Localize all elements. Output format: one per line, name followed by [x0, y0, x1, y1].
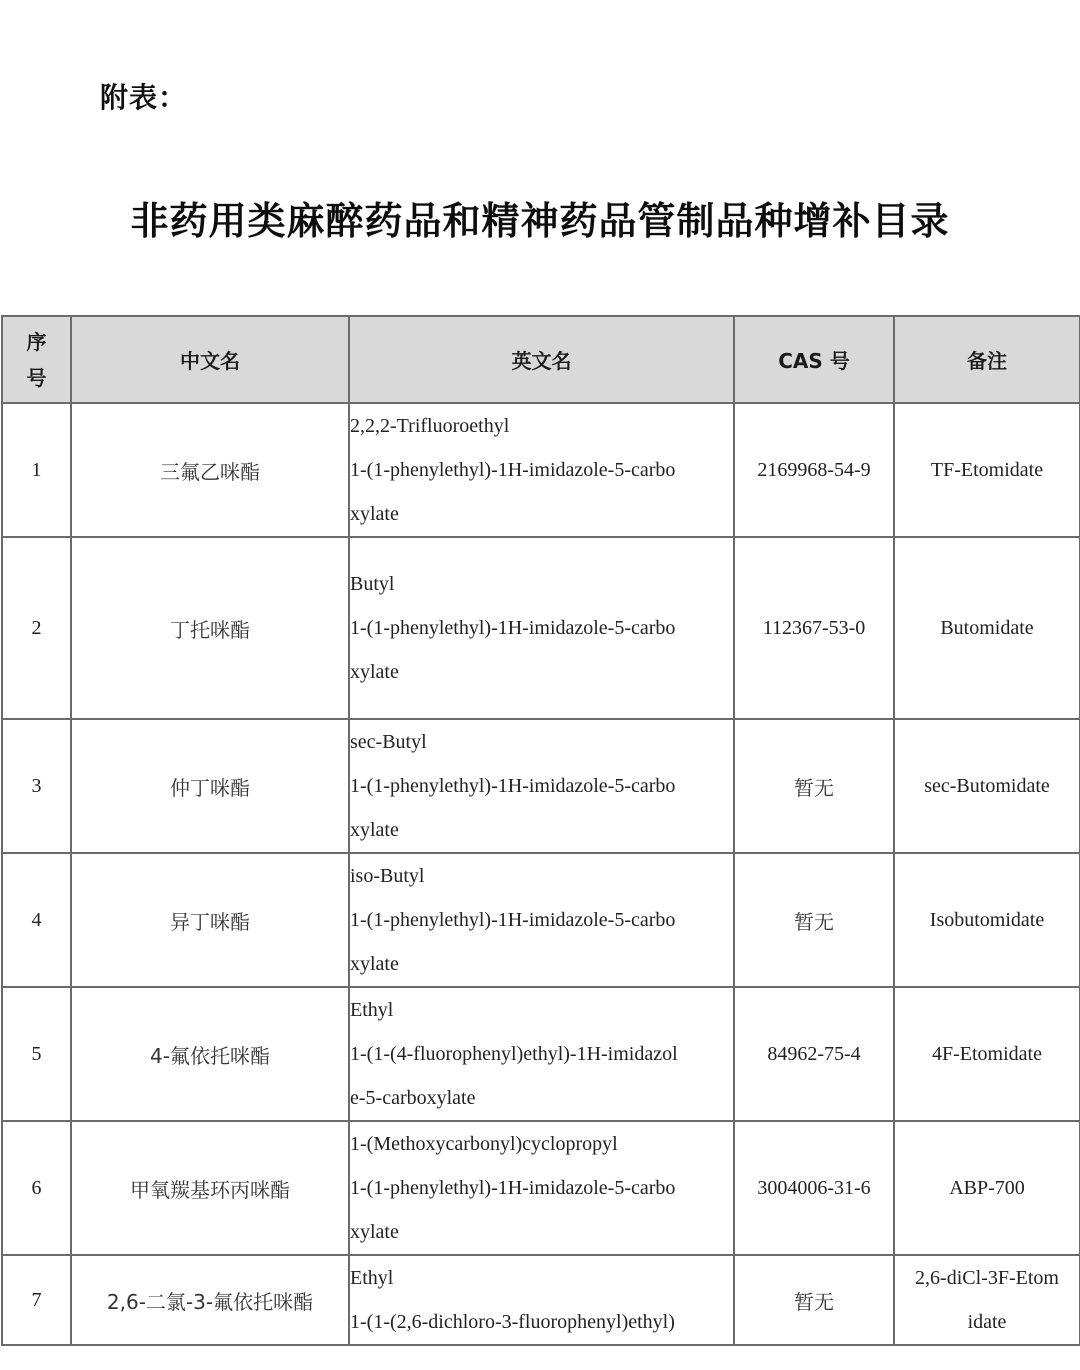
english-line: xylate [350, 503, 399, 525]
page-title: 非药用类麻醉药品和精神药品管制品种增补目录 [130, 198, 950, 243]
cell-seq: 4 [2, 853, 71, 987]
cell-cas: 112367-53-0 [734, 537, 894, 719]
header-cas-prefix: CAS [778, 349, 823, 373]
cell-seq: 5 [2, 987, 71, 1121]
header-seq [2, 316, 71, 403]
cell-remarks [894, 853, 1080, 987]
cell-chinese-name: 甲氧羰基环丙咪酯 [71, 1121, 349, 1255]
cell-cas: 3004006-31-6 [734, 1121, 894, 1255]
table-row [2, 987, 1080, 1121]
cell-remarks [894, 719, 1080, 853]
cell-english-name [349, 1255, 734, 1345]
english-line: Ethyl [350, 1267, 394, 1289]
cell-seq: 6 [2, 1121, 71, 1255]
remarks-line: Isobutomidate [929, 909, 1045, 931]
english-line: 1-(1-phenylethyl)-1H-imidazole-5-carbo [350, 909, 676, 931]
header-cas-suffix: 号 [829, 349, 850, 373]
english-line: e-5-carboxylate [350, 1087, 476, 1109]
controlled-substances-table [1, 315, 1080, 1346]
english-line: 1-(1-phenylethyl)-1H-imidazole-5-carbo [350, 617, 676, 639]
english-line: 1-(Methoxycarbonyl)cyclopropyl [350, 1133, 618, 1155]
cell-chinese-name: 丁托咪酯 [71, 537, 349, 719]
cell-cas: 暂无 [734, 1255, 894, 1345]
cell-remarks [894, 537, 1080, 719]
cell-chinese-name: 异丁咪酯 [71, 853, 349, 987]
remarks-line: sec-Butomidate [924, 775, 1050, 797]
table-row [2, 853, 1080, 987]
cell-english-name [349, 719, 734, 853]
remarks-line: Butomidate [940, 617, 1034, 639]
cell-remarks [894, 987, 1080, 1121]
english-line: sec-Butyl [350, 731, 427, 753]
header-remarks: 备注 [894, 316, 1080, 403]
cell-chinese-name: 4-氟依托咪酯 [71, 987, 349, 1121]
cell-cas: 84962-75-4 [734, 987, 894, 1121]
english-line: 2,2,2-Trifluoroethyl [350, 415, 510, 437]
english-line: 1-(1-(4-fluorophenyl)ethyl)-1H-imidazol [350, 1043, 678, 1065]
english-line: Ethyl [350, 999, 394, 1021]
english-line: 1-(1-phenylethyl)-1H-imidazole-5-carbo [350, 1177, 676, 1199]
english-line: iso-Butyl [350, 865, 425, 887]
header-cas [734, 316, 894, 403]
cell-chinese-name: 三氟乙咪酯 [71, 403, 349, 537]
cell-seq: 7 [2, 1255, 71, 1345]
remarks-line: 4F-Etomidate [932, 1043, 1042, 1065]
cell-seq: 3 [2, 719, 71, 853]
cell-cas: 暂无 [734, 853, 894, 987]
header-english-name: 英文名 [349, 316, 734, 403]
cell-remarks [894, 1121, 1080, 1255]
header-seq-line1: 序 [26, 329, 47, 354]
remarks-line: idate [967, 1311, 1007, 1333]
table-row [2, 537, 1080, 719]
english-line: xylate [350, 953, 399, 975]
remarks-line: 2,6-diCl-3F-Etom [915, 1267, 1059, 1289]
cell-english-name [349, 537, 734, 719]
cell-remarks [894, 403, 1080, 537]
english-line: Butyl [350, 573, 395, 595]
english-line: 1-(1-phenylethyl)-1H-imidazole-5-carbo [350, 775, 676, 797]
cell-english-name [349, 987, 734, 1121]
table-row [2, 719, 1080, 853]
header-seq-line2: 号 [26, 365, 47, 390]
remarks-line: TF-Etomidate [930, 459, 1044, 481]
table-row [2, 403, 1080, 537]
cell-cas: 暂无 [734, 719, 894, 853]
header-chinese-name: 中文名 [71, 316, 349, 403]
english-line: xylate [350, 819, 399, 841]
cell-cas: 2169968-54-9 [734, 403, 894, 537]
table-row [2, 1121, 1080, 1255]
english-line: 1-(1-(2,6-dichloro-3-fluorophenyl)ethyl) [350, 1311, 675, 1333]
cell-seq: 2 [2, 537, 71, 719]
cell-english-name [349, 853, 734, 987]
cell-english-name [349, 1121, 734, 1255]
cell-chinese-name: 2,6-二氯-3-氟依托咪酯 [71, 1255, 349, 1345]
table-row [2, 1255, 1080, 1345]
attachment-label: 附表： [100, 81, 188, 114]
english-line: xylate [350, 661, 399, 683]
cell-seq: 1 [2, 403, 71, 537]
english-line: xylate [350, 1221, 399, 1243]
cell-remarks [894, 1255, 1080, 1345]
table-header-row [2, 316, 1080, 403]
english-line: 1-(1-phenylethyl)-1H-imidazole-5-carbo [350, 459, 676, 481]
cell-chinese-name: 仲丁咪酯 [71, 719, 349, 853]
cell-english-name [349, 403, 734, 537]
remarks-line: ABP-700 [949, 1177, 1025, 1199]
